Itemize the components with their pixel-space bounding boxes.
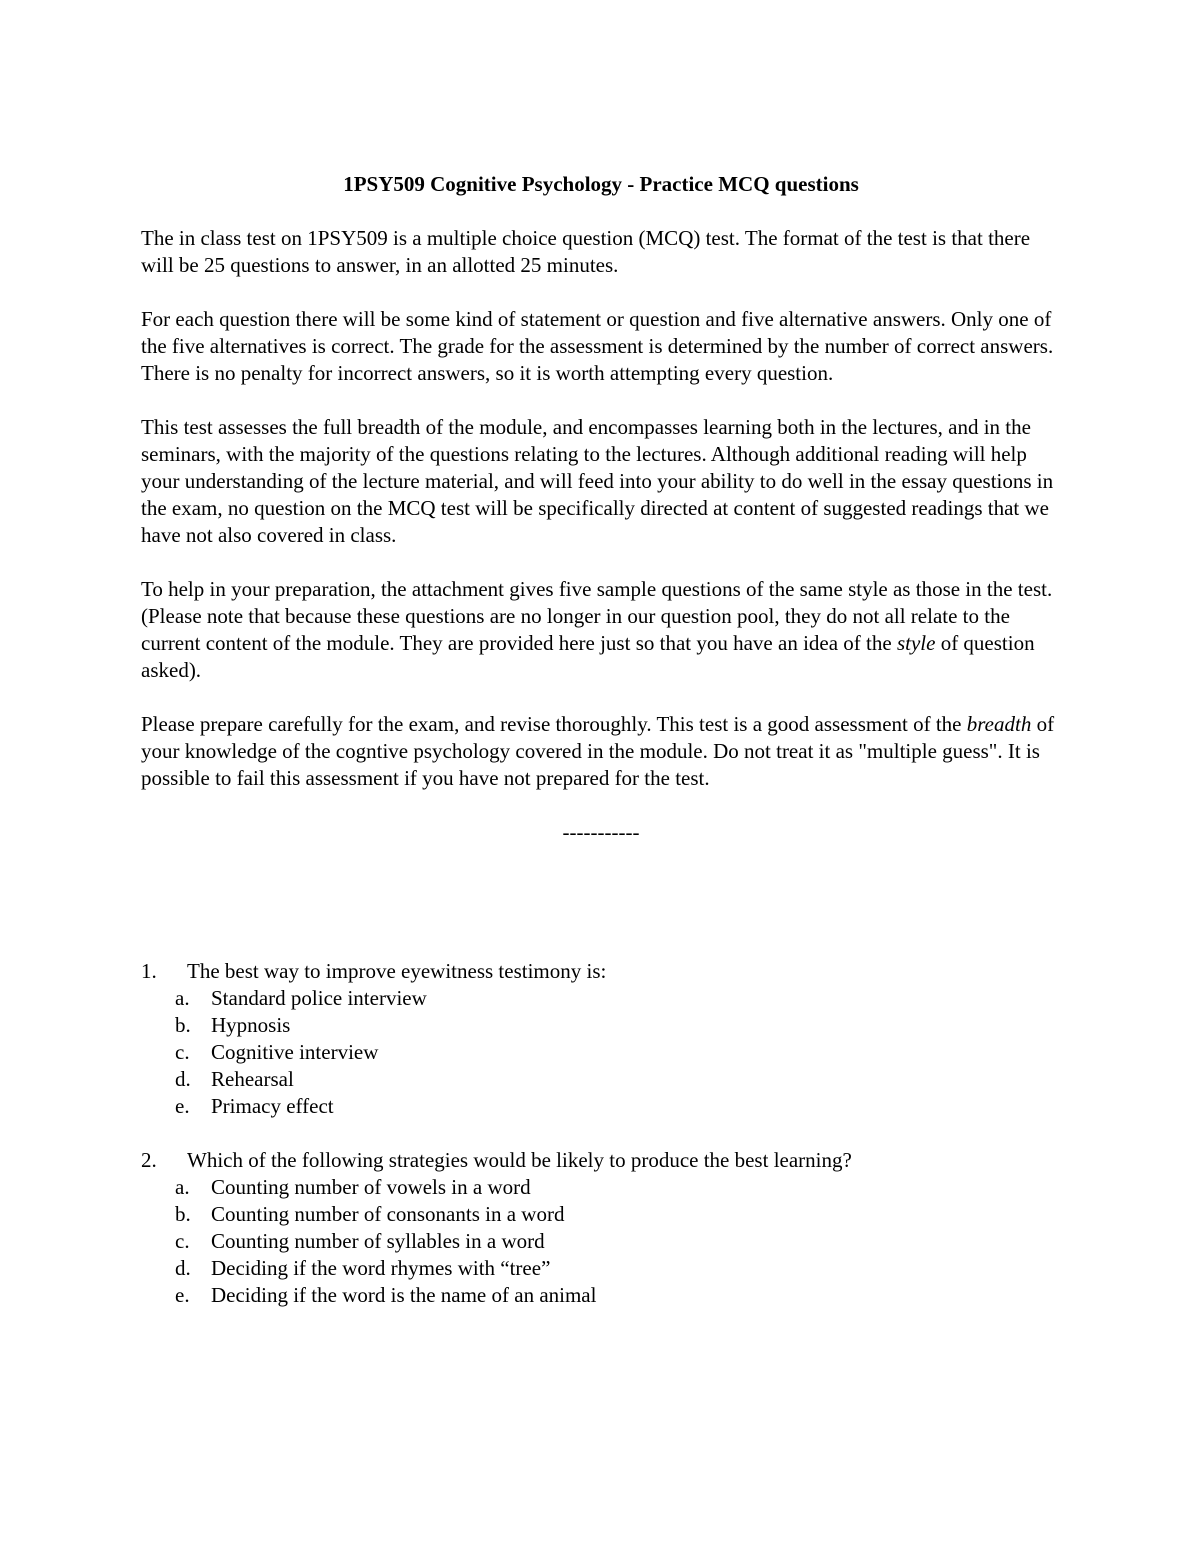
section-divider: ----------- [562, 820, 640, 844]
option-text: Cognitive interview [211, 1040, 379, 1064]
option-letter: c. [175, 1040, 190, 1064]
answer-option [175, 1174, 1061, 1201]
question-text: Which of the following strategies would be likely to produce the best learning? [187, 1148, 852, 1172]
scope-paragraph: This test assesses the full breadth of the module, and encompasses learning both in the lectures, and in the seminars, with the majority of the questions relating to the lectures. Although additional reading will help your understanding of the lecture material, and will feed into your ability to do well in the essay questions in the exam, no question on the MCQ test will be specifically directed at content of suggested readings that we have not also covered in class. [141, 415, 1054, 547]
warning-paragraph [141, 711, 1061, 792]
question-2 [141, 1147, 1061, 1309]
question-text: The best way to improve eyewitness testimony is: [187, 959, 607, 983]
answer-option [175, 1282, 1061, 1309]
document-body [141, 171, 1061, 846]
option-text: Deciding if the word is the name of an animal [211, 1283, 597, 1307]
answer-option [175, 1201, 1061, 1228]
answer-option [175, 1066, 1061, 1093]
preparation-text-start: To help in your preparation, the attachment gives five sample questions of the same style as those in the test. (Please note that because these questions are no longer in our question pool, they do not all relate to the current content of the module. They are provided here just so that you have an idea of the [141, 577, 1053, 655]
emphasis-style: style [896, 631, 936, 655]
option-text: Counting number of vowels in a word [211, 1175, 531, 1199]
question-list [141, 958, 1061, 1336]
question-stem [141, 1147, 1061, 1174]
emphasis-breadth: breadth [966, 712, 1032, 736]
option-text: Counting number of consonants in a word [211, 1202, 565, 1226]
option-letter: b. [175, 1013, 191, 1037]
page-title: 1PSY509 Cognitive Psychology - Practice MCQ questions [343, 172, 859, 196]
answer-option [175, 985, 1061, 1012]
format-paragraph: For each question there will be some kind of statement or question and five alternative answers. Only one of the five alternatives is correct. The grade for the assessment is determined by the number of correct answers. There is no penalty for incorrect answers, so it is worth attempting every question. [141, 307, 1054, 385]
answer-options [141, 985, 1061, 1120]
option-letter: e. [175, 1094, 190, 1118]
option-text: Counting number of syllables in a word [211, 1229, 545, 1253]
answer-options [141, 1174, 1061, 1309]
option-letter: c. [175, 1229, 190, 1253]
option-letter: d. [175, 1067, 191, 1091]
question-1 [141, 958, 1061, 1120]
intro-paragraph: The in class test on 1PSY509 is a multiple choice question (MCQ) test. The format of the test is that there will be 25 questions to answer, in an allotted 25 minutes. [141, 226, 1031, 277]
question-number: 2. [141, 1148, 157, 1172]
option-letter: e. [175, 1283, 190, 1307]
option-text: Standard police interview [211, 986, 427, 1010]
preparation-text-end: of question asked). [141, 631, 1035, 682]
option-text: Rehearsal [211, 1067, 294, 1091]
warning-text-start: Please prepare carefully for the exam, and revise thoroughly. This test is a good assessment of the [141, 712, 967, 736]
answer-option [175, 1039, 1061, 1066]
answer-option [175, 1093, 1061, 1120]
question-number: 1. [141, 959, 157, 983]
option-letter: d. [175, 1256, 191, 1280]
question-stem [141, 958, 1061, 985]
option-letter: b. [175, 1202, 191, 1226]
option-letter: a. [175, 1175, 190, 1199]
option-text: Hypnosis [211, 1013, 291, 1037]
answer-option [175, 1012, 1061, 1039]
option-letter: a. [175, 986, 190, 1010]
preparation-paragraph [141, 576, 1061, 684]
option-text: Primacy effect [211, 1094, 334, 1118]
warning-text-end: of your knowledge of the cogntive psychology covered in the module. Do not treat it as "multiple guess". It is possible to fail this assessment if you have not prepared for the test. [141, 712, 1055, 790]
answer-option [175, 1228, 1061, 1255]
option-text: Deciding if the word rhymes with “tree” [211, 1256, 551, 1280]
answer-option [175, 1255, 1061, 1282]
